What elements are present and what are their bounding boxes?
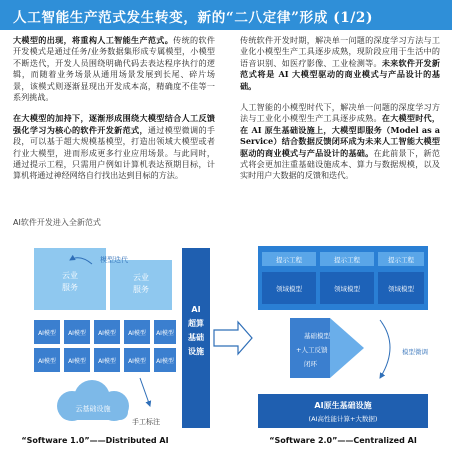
right-paragraph-2	[240, 102, 440, 182]
title-banner	[0, 0, 452, 30]
transition-arrow	[214, 322, 252, 354]
left-paragraph-1	[13, 35, 215, 103]
left-column	[13, 35, 215, 192]
base-model-block	[290, 318, 364, 378]
paradigm-diagram	[0, 228, 452, 452]
ai-model-label: AI模型	[68, 358, 86, 365]
right-p2-emphasis: 在大模型时代，在 AI 原生基础设施上，大模型即服务（Model as a Service）结合数据反馈闭环成为未来人工智能大模型驱动的商业模式与产品设计的基础。	[240, 113, 440, 158]
base-model-label: 基础模型	[304, 332, 330, 340]
ai-model-label: AI模型	[68, 330, 86, 337]
left-paragraph-2	[13, 113, 215, 181]
page-title: 人工智能生产范式发生转变，新的“二八定律”形成 (1/2)	[13, 10, 373, 26]
figure-caption: AI软件开发进入全新范式	[13, 218, 101, 227]
ai-bar-line-4: 设施	[188, 347, 204, 356]
ai-native-infra-sub: (AI高性能计算+大数据)	[308, 415, 378, 423]
software-2-caption: “Software 2.0”——Centralized AI	[269, 436, 417, 445]
left-p2-body: 通过模型微调的手段，可以基于超大规模基模型，打造出领域大模型或者行业大模型，进而形成更多行业应用场景。与此同时，通过提示工程，只需用户例如计算机表达预期目标，计算机将通过神经网络自行找出达到目标的方法。	[13, 124, 215, 181]
manual-annotation-label: 手工标注	[132, 418, 160, 426]
ai-model-label: AI模型	[38, 330, 56, 337]
software-1-caption: “Software 1.0”——Distributed AI	[21, 436, 169, 445]
right-p2-tail: 在此前景下，新范式将会更加注重基础设施成本、算力与数据规模，以及实时用户大数据的反馈和迭代。	[240, 147, 440, 181]
ai-native-infra-label: AI原生基础设施	[314, 401, 372, 410]
cloud-service-2-label-b: 服务	[133, 285, 149, 294]
prompt-label: 提示工程	[276, 256, 302, 264]
domain-model-label: 领域模型	[388, 285, 414, 293]
ai-model-label: AI模型	[98, 358, 116, 365]
right-p1-body: 传统软件开发时期，解决单一问题的深度学习方法与工业化小模型生产工具逐步成熟，现阶段应用于生活中的语音识别、如医疗影像、工业检测等。	[240, 35, 440, 68]
left-p1-lead: 大模型的出现，将重构人工智能生产范式。	[13, 35, 174, 45]
closed-loop-label: 闭环	[304, 360, 317, 368]
software-1-panel	[21, 248, 176, 445]
cloud-infrastructure	[57, 380, 129, 421]
cloud-service-2-label-a: 云业	[133, 273, 149, 282]
ai-model-grid	[34, 320, 176, 372]
left-p1-body: 传统的软件开发模式是通过任务/业务数据集形成专属模型，小模型不断迭代，开发人员围绕明确代码去表达程序执行的逻辑，而随着业务场景从通用场景发展到长尾、碎片场景，该模式则逐渐显现出开发成本高，精确度不佳等一系列挑战。	[13, 35, 215, 103]
ai-model-label: AI模型	[38, 358, 56, 365]
prompt-label: 提示工程	[334, 256, 360, 264]
ai-model-label: AI模型	[98, 330, 116, 337]
cloud-infra-label: 云基础设施	[75, 405, 111, 413]
finetune-arrow	[380, 320, 390, 378]
ai-bar-line-2: 超算	[188, 319, 204, 328]
ai-bar-line-1: AI	[191, 305, 201, 314]
software-2-panel	[258, 246, 429, 445]
right-p2-body: 人工智能的小模型时代下，解决单一问题的深度学习方法与工业化小模型生产工具逐步成熟。	[240, 102, 440, 124]
right-paragraph-1	[240, 35, 440, 92]
prompt-label: 提示工程	[388, 256, 414, 264]
cloud-service-label-a: 云业	[62, 271, 78, 280]
ai-bar-line-3: 基础	[188, 333, 204, 342]
ai-model-label: AI模型	[128, 330, 146, 337]
ai-bar-hidden: AI超算基础设施	[0, 228, 8, 229]
ai-model-label: AI模型	[156, 358, 174, 365]
domain-model-label: 领域模型	[334, 285, 360, 293]
model-iteration-label: 模型迭代	[100, 256, 128, 264]
human-feedback-label: +人工反馈	[296, 346, 328, 354]
right-column	[240, 35, 440, 192]
annotation-arrow	[140, 378, 150, 406]
ai-model-label: AI模型	[156, 330, 174, 337]
model-finetune-label: 模型微调	[402, 348, 428, 356]
right-p1-emphasis: 未来软件开发新范式将是 AI 大模型驱动的商业模式与产品设计的基础。	[240, 57, 440, 91]
cloud-service-label-b: 服务	[62, 283, 78, 292]
ai-model-label: AI模型	[128, 358, 146, 365]
left-p2-lead: 在大模型的加持下，逐渐形成围绕大模型结合人工反馈强化学习为核心的软件开发新范式，	[13, 113, 215, 135]
domain-model-label: 领域模型	[276, 285, 302, 293]
